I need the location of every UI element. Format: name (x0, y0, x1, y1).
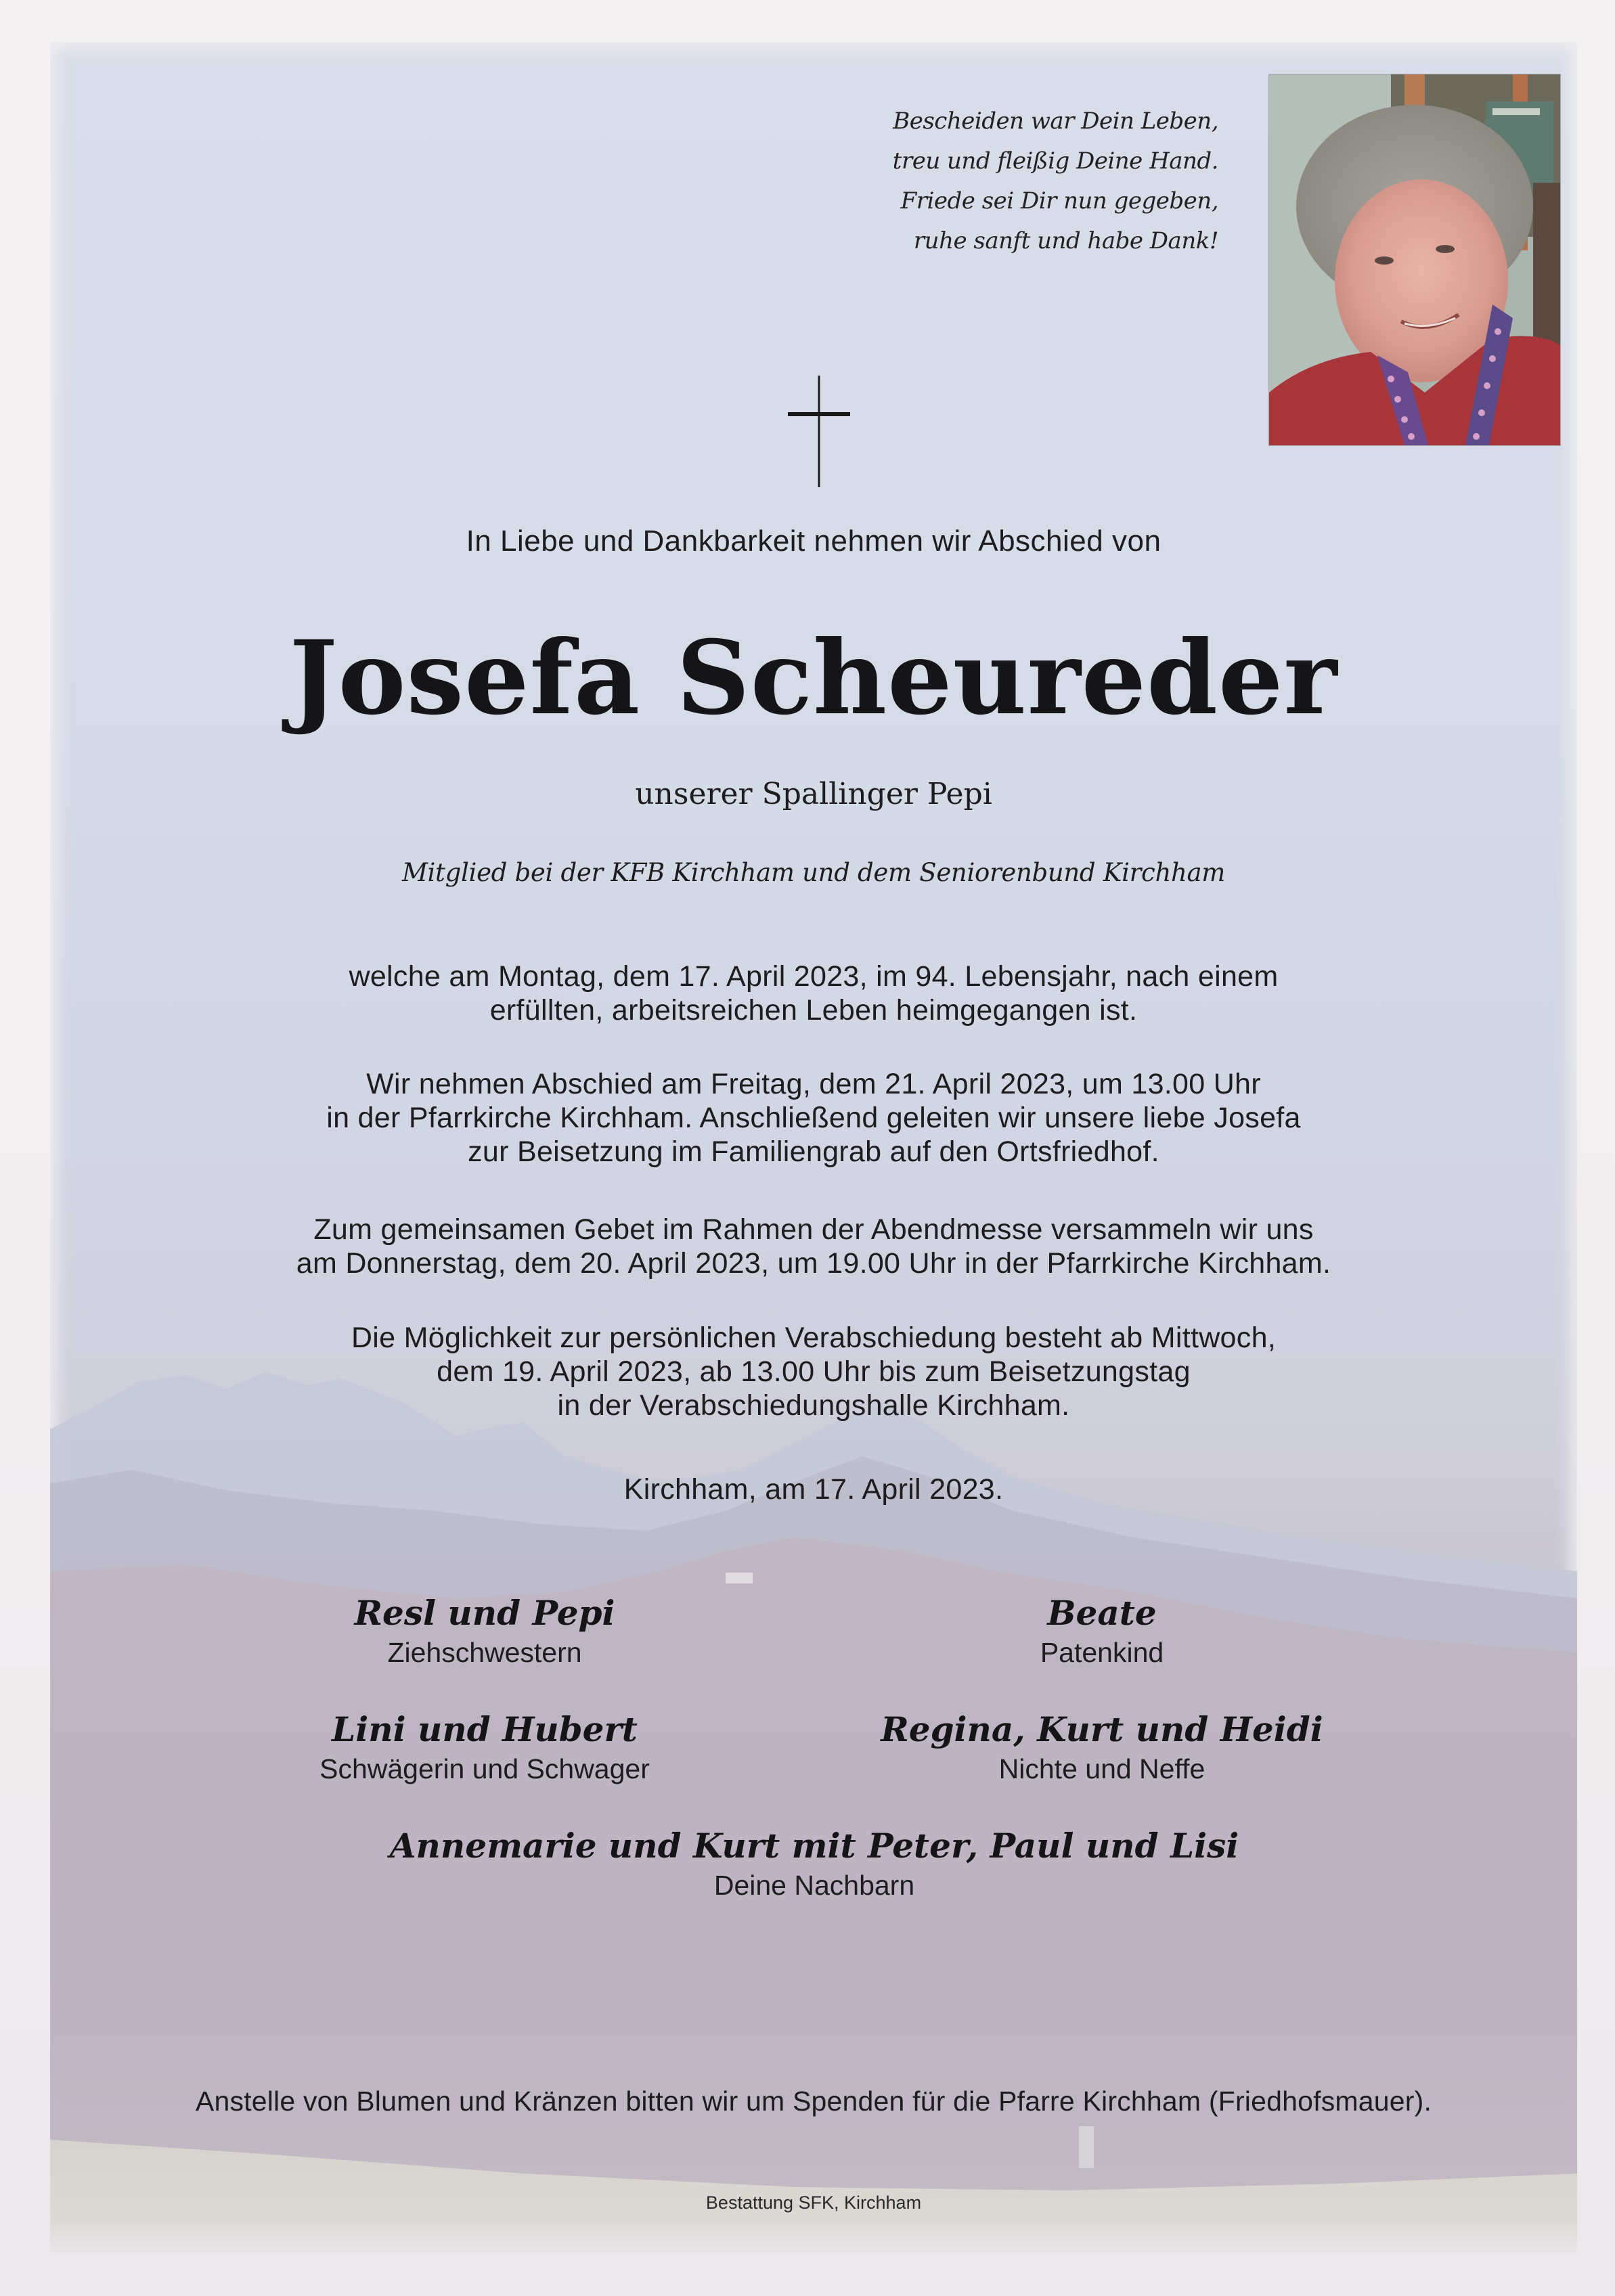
poem-line: Bescheiden war Dein Leben, (893, 108, 1218, 135)
mourner-relation: Nichte und Neffe (998, 1753, 1205, 1784)
mourner-names: Annemarie und Kurt mit Peter, Paul und Lisi (389, 1826, 1239, 1866)
text-line: Die Möglichkeit zur persönlichen Verabschiedung besteht ab Mittwoch, (351, 1322, 1277, 1354)
poem-line: treu und fleißig Deine Hand. (892, 148, 1218, 175)
text-line: Wir nehmen Abschied am Freitag, dem 21. April 2023, um 13.00 Uhr (366, 1068, 1261, 1100)
intro-line: In Liebe und Dankbarkeit nehmen wir Abschied von (466, 524, 1162, 558)
mourner-relation: Deine Nachbarn (713, 1870, 915, 1901)
mourner-names: Resl und Pepi (354, 1593, 615, 1633)
poem-line: ruhe sanft und habe Dank! (913, 227, 1218, 254)
mourner-names: Beate (1047, 1593, 1157, 1633)
mourner-group (334, 1824, 1295, 1903)
poem-line: Friede sei Dir nun gegeben, (900, 187, 1218, 215)
mourner-group (180, 1708, 789, 1786)
mourner-relation: Patenkind (1040, 1637, 1164, 1668)
text-line: Kirchham, am 17. April 2023. (623, 1473, 1004, 1506)
text-line: in der Verabschiedungshalle Kirchham. (557, 1389, 1070, 1422)
death-announcement (50, 960, 1577, 1027)
text-line: in der Pfarrkirche Kirchham. Anschließend geleiten wir unsere liebe Josefa (326, 1102, 1301, 1134)
prayer-service-info (50, 1213, 1577, 1280)
portrait-photo (1269, 74, 1560, 445)
membership-line: Mitglied bei der KFB Kirchham und dem Seniorenbund Kirchham (401, 858, 1226, 887)
mourner-group (180, 1592, 789, 1670)
text-line: erfüllten, arbeitsreichen Leben heimgegangen ist. (489, 994, 1138, 1027)
mourner-relation: Schwägerin und Schwager (319, 1753, 650, 1784)
memorial-poem (799, 102, 1218, 261)
deceased-name: Josefa Scheureder (289, 618, 1338, 738)
deceased-nickname: unserer Spallinger Pepi (635, 777, 992, 811)
mourner-group (797, 1708, 1407, 1786)
funeral-service-info (50, 1067, 1577, 1169)
cross-icon (785, 376, 853, 487)
place-and-date (50, 1472, 1577, 1506)
viewing-info (50, 1321, 1577, 1422)
text-line: welche am Montag, dem 17. April 2023, im 94. Lebensjahr, nach einem (349, 960, 1279, 993)
text-line: dem 19. April 2023, ab 13.00 Uhr bis zum Beisetzungstag (437, 1355, 1191, 1388)
text-line: am Donnerstag, dem 20. April 2023, um 19.00 Uhr in der Pfarrkirche Kirchham. (296, 1247, 1331, 1280)
text-line: Zum gemeinsamen Gebet im Rahmen der Abendmesse versammeln wir uns (313, 1213, 1314, 1246)
portrait-image (1269, 74, 1560, 445)
funeral-home: Bestattung SFK, Kirchham (705, 2192, 922, 2213)
donation-note: Anstelle von Blumen und Kränzen bitten wir um Spenden für die Pfarre Kirchham (Friedhofsmauer). (195, 2086, 1432, 2117)
mourner-names: Lini und Hubert (332, 1709, 638, 1749)
mourner-names: Regina, Kurt und Heidi (881, 1709, 1323, 1749)
text-line: zur Beisetzung im Familiengrab auf den Ortsfriedhof. (468, 1135, 1159, 1168)
mourner-relation: Ziehschwestern (387, 1637, 582, 1668)
mourner-group (797, 1592, 1407, 1670)
